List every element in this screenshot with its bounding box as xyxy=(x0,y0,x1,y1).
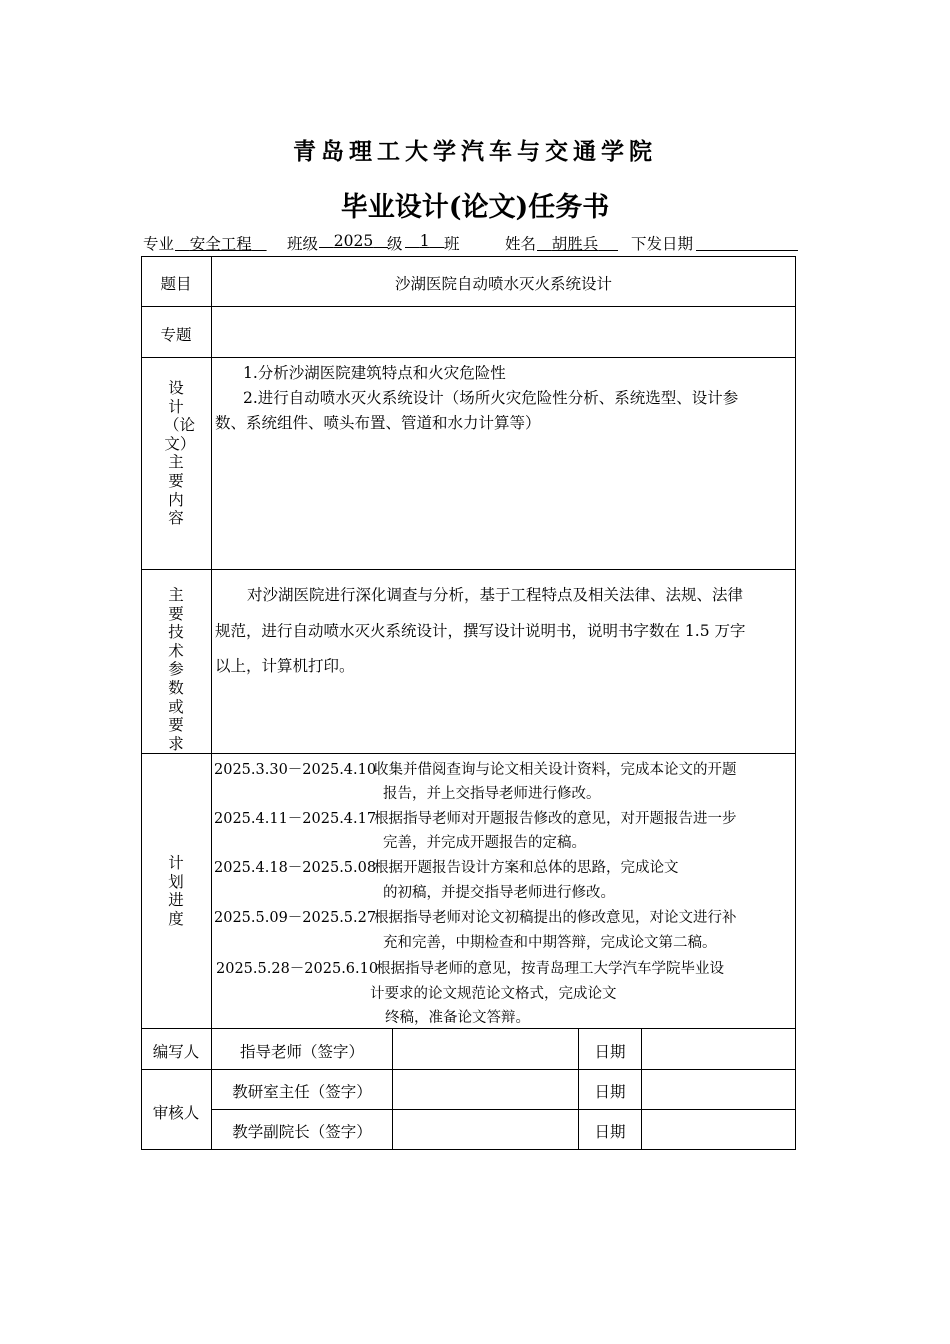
plan-dates: 2025.4.11－2025.4.17 xyxy=(214,811,377,827)
name-value xyxy=(537,232,618,254)
student-info-line xyxy=(143,232,798,254)
col-divider xyxy=(641,1028,642,1150)
topic-value: 沙湖医院自动喷水灭火系统设计 xyxy=(394,275,612,293)
plan-dates: 2025.4.18－2025.5.08 xyxy=(214,860,377,876)
year-value xyxy=(319,232,388,250)
plan-dates: 2025.5.28－2025.6.10 xyxy=(216,961,379,977)
tech-line: 以上，计算机打印。 xyxy=(215,657,355,675)
special-label: 专题 xyxy=(160,326,192,344)
date-label: 日期 xyxy=(594,1083,626,1101)
school-name: 青岛理工大学汽车与交通学院 xyxy=(293,138,657,165)
plan-text: 的初稿，并提交指导老师进行修改。 xyxy=(383,885,615,901)
date-label: 日期 xyxy=(594,1043,626,1061)
table-border-bottom xyxy=(141,1149,796,1150)
date-label: 日期 xyxy=(594,1123,626,1141)
major-label: 专业 xyxy=(143,235,175,253)
document-title: 毕业设计(论文)任务书 xyxy=(340,192,610,223)
row-divider xyxy=(212,1109,796,1110)
class-no-value xyxy=(405,232,444,250)
content-line: 数、系统组件、喷头布置、管道和水力计算等） xyxy=(215,414,541,432)
tech-line: 规范，进行自动喷水灭火系统设计，撰写设计说明书，说明书字数在 1.5 万字 xyxy=(215,622,746,640)
plan-text: 根据开题报告设计方案和总体的思路，完成论文 xyxy=(374,860,679,876)
col-divider xyxy=(211,256,212,1150)
plan-dates: 2025.5.09－2025.5.27 xyxy=(214,910,377,926)
reviewer-label: 审核人 xyxy=(152,1104,200,1122)
tech-line: 对沙湖医院进行深化调查与分析，基于工程特点及相关法律、法规、法律 xyxy=(247,586,744,604)
name-label: 姓名 xyxy=(505,235,537,253)
plan-text: 计要求的论文规范论文格式，完成论文 xyxy=(370,986,617,1002)
plan-text: 根据指导老师对论文初稿提出的修改意见，对论文进行补 xyxy=(374,910,737,926)
table-border-left xyxy=(141,256,142,1150)
table-border-top xyxy=(141,256,796,257)
name-text: 胡胜兵 xyxy=(551,235,599,253)
table-border-right xyxy=(795,256,796,1150)
topic-label: 题目 xyxy=(160,275,192,293)
dean-signature-label: 教学副院长（签字） xyxy=(232,1123,372,1141)
issue-date-value xyxy=(696,232,798,251)
plan-text: 报告，并上交指导老师进行修改。 xyxy=(383,786,601,802)
col-divider xyxy=(392,1028,393,1150)
plan-text: 根据指导老师的意见，按青岛理工大学汽车学院毕业设 xyxy=(376,961,724,977)
director-signature-label: 教研室主任（签字） xyxy=(232,1083,372,1101)
tech-label: 主要技术参数或要求 xyxy=(168,586,184,753)
class-suffix: 班 xyxy=(444,235,460,253)
plan-text: 充和完善，中期检查和中期答辩，完成论文第二稿。 xyxy=(383,935,717,951)
year-text: 2025 xyxy=(333,232,374,250)
row-divider xyxy=(141,1028,796,1029)
class-label: 班级 xyxy=(287,235,319,253)
major-text: 安全工程 xyxy=(189,235,252,253)
row-divider xyxy=(141,357,796,358)
plan-text: 根据指导老师对开题报告修改的意见，对开题报告进一步 xyxy=(374,811,737,827)
plan-text: 收集并借阅查询与论文相关设计资料，完成本论文的开题 xyxy=(374,762,737,778)
row-divider xyxy=(141,1069,796,1070)
plan-text: 终稿，准备论文答辩。 xyxy=(385,1010,530,1026)
plan-dates: 2025.3.30－2025.4.10 xyxy=(214,762,377,778)
content-line: 1.分析沙湖医院建筑特点和火灾危险性 xyxy=(243,364,506,382)
row-divider xyxy=(141,569,796,570)
plan-label: 计划进度 xyxy=(168,854,184,928)
major-value xyxy=(175,232,278,254)
content-line: 2.进行自动喷水灭火系统设计（场所火灾危险性分析、系统选型、设计参 xyxy=(243,389,739,407)
row-divider xyxy=(141,306,796,307)
writer-label: 编写人 xyxy=(152,1043,200,1061)
grade-label: 级 xyxy=(387,235,403,253)
class-no-text: 1 xyxy=(419,232,430,250)
issue-date-label: 下发日期 xyxy=(631,235,694,253)
advisor-signature-label: 指导老师（签字） xyxy=(239,1043,364,1061)
plan-text: 完善，并完成开题报告的定稿。 xyxy=(383,835,586,851)
row-divider xyxy=(141,753,796,754)
content-label: 设计（论文）主要内容 xyxy=(164,379,196,528)
